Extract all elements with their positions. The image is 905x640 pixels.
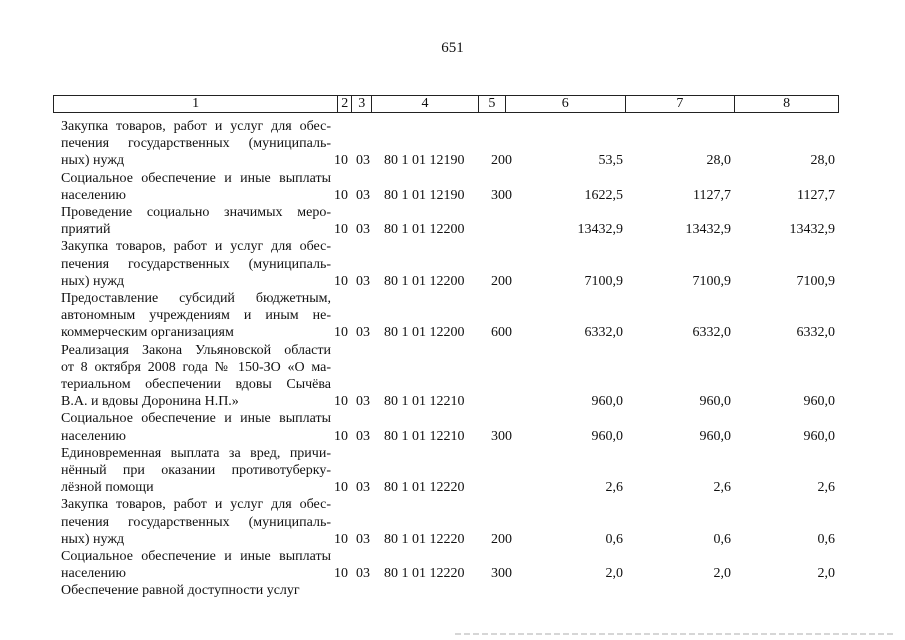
row-value-8: 7100,9 [796, 273, 835, 289]
table-row [53, 582, 848, 599]
row-target-code: 80 1 01 12210 [384, 428, 465, 444]
row-value-6: 2,0 [605, 566, 623, 582]
row-target-code: 80 1 01 12190 [384, 153, 465, 169]
row-value-6: 960,0 [591, 394, 623, 410]
row-target-code: 80 1 01 12200 [384, 325, 465, 341]
row-value-8: 960,0 [803, 428, 835, 444]
row-subsection: 03 [356, 325, 370, 341]
row-name-line: Закупка товаров, работ и услуг для обес- [61, 239, 331, 255]
row-name-line: населению [61, 566, 126, 582]
row-value-8: 2,6 [817, 480, 835, 496]
row-value-8: 13432,9 [789, 222, 835, 238]
header-col-1: 1 [54, 96, 338, 112]
row-name-line: Социальное обеспечение и иные выплаты [61, 411, 331, 427]
row-subsection: 03 [356, 273, 370, 289]
row-name-line: Проведение социально значимых меро- [61, 205, 331, 221]
row-name [53, 204, 331, 238]
row-target-code: 80 1 01 12220 [384, 480, 465, 496]
table-row [53, 342, 848, 411]
row-value-7: 7100,9 [692, 273, 731, 289]
row-subsection: 03 [356, 222, 370, 238]
row-expense-type: 600 [491, 325, 512, 341]
header-col-3: 3 [352, 96, 372, 112]
row-section: 10 [334, 566, 348, 582]
table-row [53, 170, 848, 204]
row-value-7: 1127,7 [693, 187, 731, 203]
row-value-7: 0,6 [713, 531, 731, 547]
row-subsection: 03 [356, 531, 370, 547]
row-target-code: 80 1 01 12220 [384, 531, 465, 547]
row-value-7: 13432,9 [685, 222, 731, 238]
row-section: 10 [334, 428, 348, 444]
row-target-code: 80 1 01 12190 [384, 187, 465, 203]
header-col-7: 7 [626, 96, 736, 112]
row-value-8: 0,6 [817, 531, 835, 547]
row-subsection: 03 [356, 566, 370, 582]
table-row [53, 445, 848, 497]
row-target-code: 80 1 01 12210 [384, 394, 465, 410]
table-row [53, 548, 848, 582]
row-value-6: 6332,0 [584, 325, 623, 341]
header-col-4: 4 [372, 96, 479, 112]
table-row [53, 238, 848, 290]
row-value-6: 7100,9 [584, 273, 623, 289]
row-name-line: Социальное обеспечение и иные выплаты [61, 170, 331, 186]
row-target-code: 80 1 01 12220 [384, 566, 465, 582]
row-subsection: 03 [356, 394, 370, 410]
row-name-line: лёзной помощи [61, 480, 154, 496]
row-subsection: 03 [356, 187, 370, 203]
table-row [53, 118, 848, 170]
row-subsection: 03 [356, 480, 370, 496]
table-row [53, 290, 848, 342]
row-value-7: 960,0 [699, 394, 731, 410]
row-name-line: Закупка товаров, работ и услуг для обес- [61, 119, 331, 134]
row-subsection: 03 [356, 153, 370, 169]
row-value-7: 28,0 [706, 153, 731, 169]
row-name-line: Предоставление субсидий бюджетным, [61, 291, 331, 307]
row-name-line: автономным учреждениям и иным не- [61, 308, 331, 324]
table-row [53, 410, 848, 444]
header-col-6: 6 [506, 96, 626, 112]
row-section: 10 [334, 394, 348, 410]
row-expense-type: 300 [491, 428, 512, 444]
row-value-6: 2,6 [605, 480, 623, 496]
row-name [53, 410, 331, 444]
row-name-line: приятий [61, 222, 111, 238]
row-name-line: ных) нужд [61, 153, 125, 169]
row-target-code: 80 1 01 12200 [384, 222, 465, 238]
row-name-line: печения государственных (муниципаль- [61, 256, 331, 272]
row-value-7: 960,0 [699, 428, 731, 444]
row-expense-type: 200 [491, 273, 512, 289]
row-section: 10 [334, 187, 348, 203]
scan-artifact [455, 633, 895, 635]
row-name [53, 118, 331, 170]
table-row [53, 204, 848, 238]
row-name-line: Единовременная выплата за вред, причи- [61, 445, 331, 461]
row-value-7: 6332,0 [692, 325, 731, 341]
row-section: 10 [334, 325, 348, 341]
row-value-6: 0,6 [605, 531, 623, 547]
row-value-8: 960,0 [803, 394, 835, 410]
row-value-8: 6332,0 [796, 325, 835, 341]
page-number: 651 [441, 40, 464, 56]
row-value-6: 1622,5 [584, 187, 623, 203]
row-name-line: Социальное обеспечение и иные выплаты [61, 549, 331, 565]
row-section: 10 [334, 480, 348, 496]
header-col-8: 8 [783, 96, 791, 111]
row-name-line: коммерческим организациям [61, 325, 234, 341]
row-name-line: ных) нужд [61, 531, 125, 547]
row-name [53, 496, 331, 548]
row-name [53, 582, 331, 599]
header-col-2: 2 [338, 96, 352, 112]
row-value-6: 13432,9 [577, 222, 623, 238]
row-value-6: 53,5 [598, 153, 623, 169]
row-name-line: териальном обеспечении вдовы Сычёва [61, 377, 331, 393]
row-target-code: 80 1 01 12200 [384, 273, 465, 289]
row-name-line: Реализация Закона Ульяновской области [61, 342, 331, 358]
row-value-8: 2,0 [817, 566, 835, 582]
row-name-line: от 8 октября 2008 года № 150-ЗО «О ма- [61, 359, 331, 375]
row-section: 10 [334, 531, 348, 547]
row-expense-type: 200 [491, 531, 512, 547]
table-header [53, 95, 839, 113]
row-name [53, 548, 331, 582]
row-name-line: населению [61, 428, 126, 444]
row-value-6: 960,0 [591, 428, 623, 444]
row-expense-type: 200 [491, 153, 512, 169]
row-name-line: нённый при оказании противотуберку- [61, 463, 331, 479]
row-name-line: Закупка товаров, работ и услуг для обес- [61, 497, 331, 513]
row-name-line: ных) нужд [61, 273, 125, 289]
table-body [53, 118, 848, 600]
row-name [53, 290, 331, 342]
row-section: 10 [334, 273, 348, 289]
header-col-5: 5 [479, 96, 506, 112]
row-name [53, 170, 331, 204]
table-row [53, 496, 848, 548]
row-name-line: В.А. и вдовы Доронина Н.П.» [61, 394, 239, 410]
row-value-8: 28,0 [810, 153, 835, 169]
row-subsection: 03 [356, 428, 370, 444]
row-expense-type: 300 [491, 187, 512, 203]
row-value-7: 2,6 [713, 480, 731, 496]
row-name [53, 445, 331, 497]
row-name-line: печения государственных (муниципаль- [61, 136, 331, 152]
row-name [53, 342, 331, 411]
row-expense-type: 300 [491, 566, 512, 582]
row-section: 10 [334, 153, 348, 169]
row-name-line: печения государственных (муниципаль- [61, 514, 331, 530]
row-name-line: Обеспечение равной доступности услуг [61, 583, 300, 599]
row-value-7: 2,0 [713, 566, 731, 582]
row-value-8: 1127,7 [797, 187, 835, 203]
row-name-line: населению [61, 187, 126, 203]
row-section: 10 [334, 222, 348, 238]
row-name [53, 238, 331, 290]
